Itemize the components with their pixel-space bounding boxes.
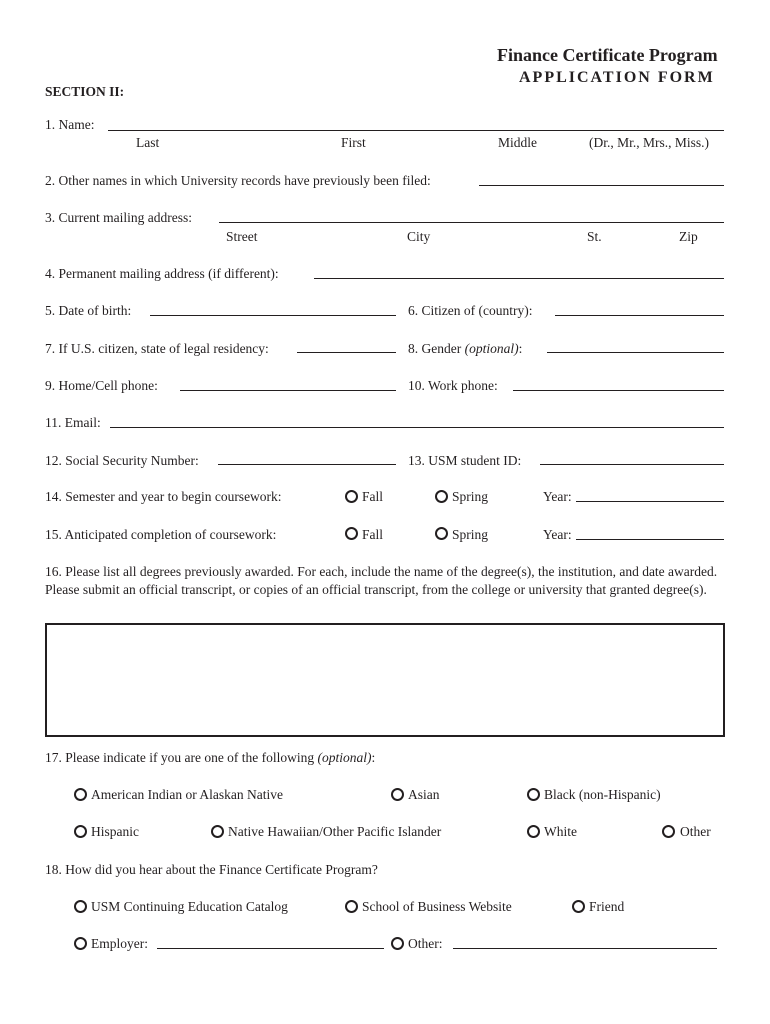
q12-label: 12. Social Security Number: xyxy=(45,453,199,468)
name-field[interactable] xyxy=(108,130,724,131)
ethnicity-pacific-islander-radio[interactable] xyxy=(211,825,224,838)
current-address-field[interactable] xyxy=(219,222,724,223)
q5-label: 5. Date of birth: xyxy=(45,303,132,318)
q8-optional: (optional) xyxy=(464,341,519,356)
email-field[interactable] xyxy=(110,427,724,428)
gender-field[interactable] xyxy=(547,352,724,353)
start-year-field[interactable] xyxy=(576,501,724,502)
start-fall-label: Fall xyxy=(362,489,384,504)
q17-colon: : xyxy=(371,750,376,765)
q1-label: 1. Name: xyxy=(45,117,95,132)
source-friend-label: Friend xyxy=(589,899,625,914)
ethnicity-american-indian-label: American Indian or Alaskan Native xyxy=(91,787,283,802)
q2-label: 2. Other names in which University records have previously been filed: xyxy=(45,173,431,188)
source-friend-radio[interactable] xyxy=(572,900,585,913)
ethnicity-white-label: White xyxy=(544,824,577,839)
work-phone-field[interactable] xyxy=(513,390,724,391)
name-sub-middle: Middle xyxy=(498,135,537,150)
address-sub-zip: Zip xyxy=(679,229,698,244)
q7-label: 7. If U.S. citizen, state of legal residency: xyxy=(45,341,269,356)
q15-label: 15. Anticipated completion of coursework: xyxy=(45,527,277,542)
start-spring-radio[interactable] xyxy=(435,490,448,503)
permanent-address-field[interactable] xyxy=(314,278,724,279)
q10-label: 10. Work phone: xyxy=(408,378,498,393)
complete-year-field[interactable] xyxy=(576,539,724,540)
q3-label: 3. Current mailing address: xyxy=(45,210,192,225)
ethnicity-hispanic-label: Hispanic xyxy=(91,824,139,839)
name-sub-first: First xyxy=(341,135,366,150)
ethnicity-pacific-islander-label: Native Hawaiian/Other Pacific Islander xyxy=(228,824,442,839)
student-id-field[interactable] xyxy=(540,464,724,465)
complete-year-label: Year: xyxy=(543,527,572,542)
ethnicity-american-indian-radio[interactable] xyxy=(74,788,87,801)
ethnicity-asian-label: Asian xyxy=(408,787,440,802)
q8-text: 8. Gender xyxy=(408,341,462,356)
q17-label xyxy=(45,750,375,766)
ssn-field[interactable] xyxy=(218,464,396,465)
ethnicity-asian-radio[interactable] xyxy=(391,788,404,801)
other-source-field[interactable] xyxy=(453,948,717,949)
start-fall-radio[interactable] xyxy=(345,490,358,503)
complete-spring-radio[interactable] xyxy=(435,527,448,540)
name-sub-title: (Dr., Mr., Mrs., Miss.) xyxy=(589,135,710,150)
q17-text: 17. Please indicate if you are one of the following xyxy=(45,750,315,765)
q18-label: 18. How did you hear about the Finance Certificate Program? xyxy=(45,862,378,877)
q13-label: 13. USM student ID: xyxy=(408,453,522,468)
residency-field[interactable] xyxy=(297,352,396,353)
q8-colon: : xyxy=(518,341,523,356)
address-sub-street: Street xyxy=(226,229,258,244)
q4-label: 4. Permanent mailing address (if different): xyxy=(45,266,279,281)
complete-spring-label: Spring xyxy=(452,527,489,542)
ethnicity-other-radio[interactable] xyxy=(662,825,675,838)
source-website-label: School of Business Website xyxy=(362,899,512,914)
ethnicity-black-radio[interactable] xyxy=(527,788,540,801)
form-title: Finance Certificate Program xyxy=(497,45,718,65)
start-year-label: Year: xyxy=(543,489,572,504)
employer-field[interactable] xyxy=(157,948,384,949)
complete-fall-radio[interactable] xyxy=(345,527,358,540)
q14-label: 14. Semester and year to begin coursework: xyxy=(45,489,282,504)
source-other-label: Other: xyxy=(408,936,443,951)
form-subtitle: APPLICATION FORM xyxy=(519,69,715,86)
complete-fall-label: Fall xyxy=(362,527,384,542)
source-website-radio[interactable] xyxy=(345,900,358,913)
citizenship-field[interactable] xyxy=(555,315,724,316)
q9-label: 9. Home/Cell phone: xyxy=(45,378,158,393)
section-heading: SECTION II: xyxy=(45,84,125,99)
ethnicity-black-label: Black (non-Hispanic) xyxy=(544,787,661,802)
address-sub-state: St. xyxy=(587,229,602,244)
q8-label xyxy=(408,341,522,357)
ethnicity-white-radio[interactable] xyxy=(527,825,540,838)
ethnicity-other-label: Other xyxy=(680,824,711,839)
home-phone-field[interactable] xyxy=(180,390,396,391)
q6-label: 6. Citizen of (country): xyxy=(408,303,533,318)
source-employer-radio[interactable] xyxy=(74,937,87,950)
q11-label: 11. Email: xyxy=(45,415,101,430)
name-sub-last: Last xyxy=(136,135,160,150)
source-catalog-label: USM Continuing Education Catalog xyxy=(91,899,288,914)
q16-instructions: 16. Please list all degrees previously awarded. For each, include the name of the degree(s), the institution, and date awarded. Please submit an official transcript, or copies of an official transcript, from the college or university that granted degree(s). xyxy=(45,564,718,597)
start-spring-label: Spring xyxy=(452,489,489,504)
degrees-textarea[interactable] xyxy=(45,623,725,737)
source-catalog-radio[interactable] xyxy=(74,900,87,913)
address-sub-city: City xyxy=(407,229,431,244)
q17-optional: (optional) xyxy=(317,750,372,765)
dob-field[interactable] xyxy=(150,315,396,316)
source-employer-label: Employer: xyxy=(91,936,148,951)
source-other-radio[interactable] xyxy=(391,937,404,950)
ethnicity-hispanic-radio[interactable] xyxy=(74,825,87,838)
other-names-field[interactable] xyxy=(479,185,724,186)
